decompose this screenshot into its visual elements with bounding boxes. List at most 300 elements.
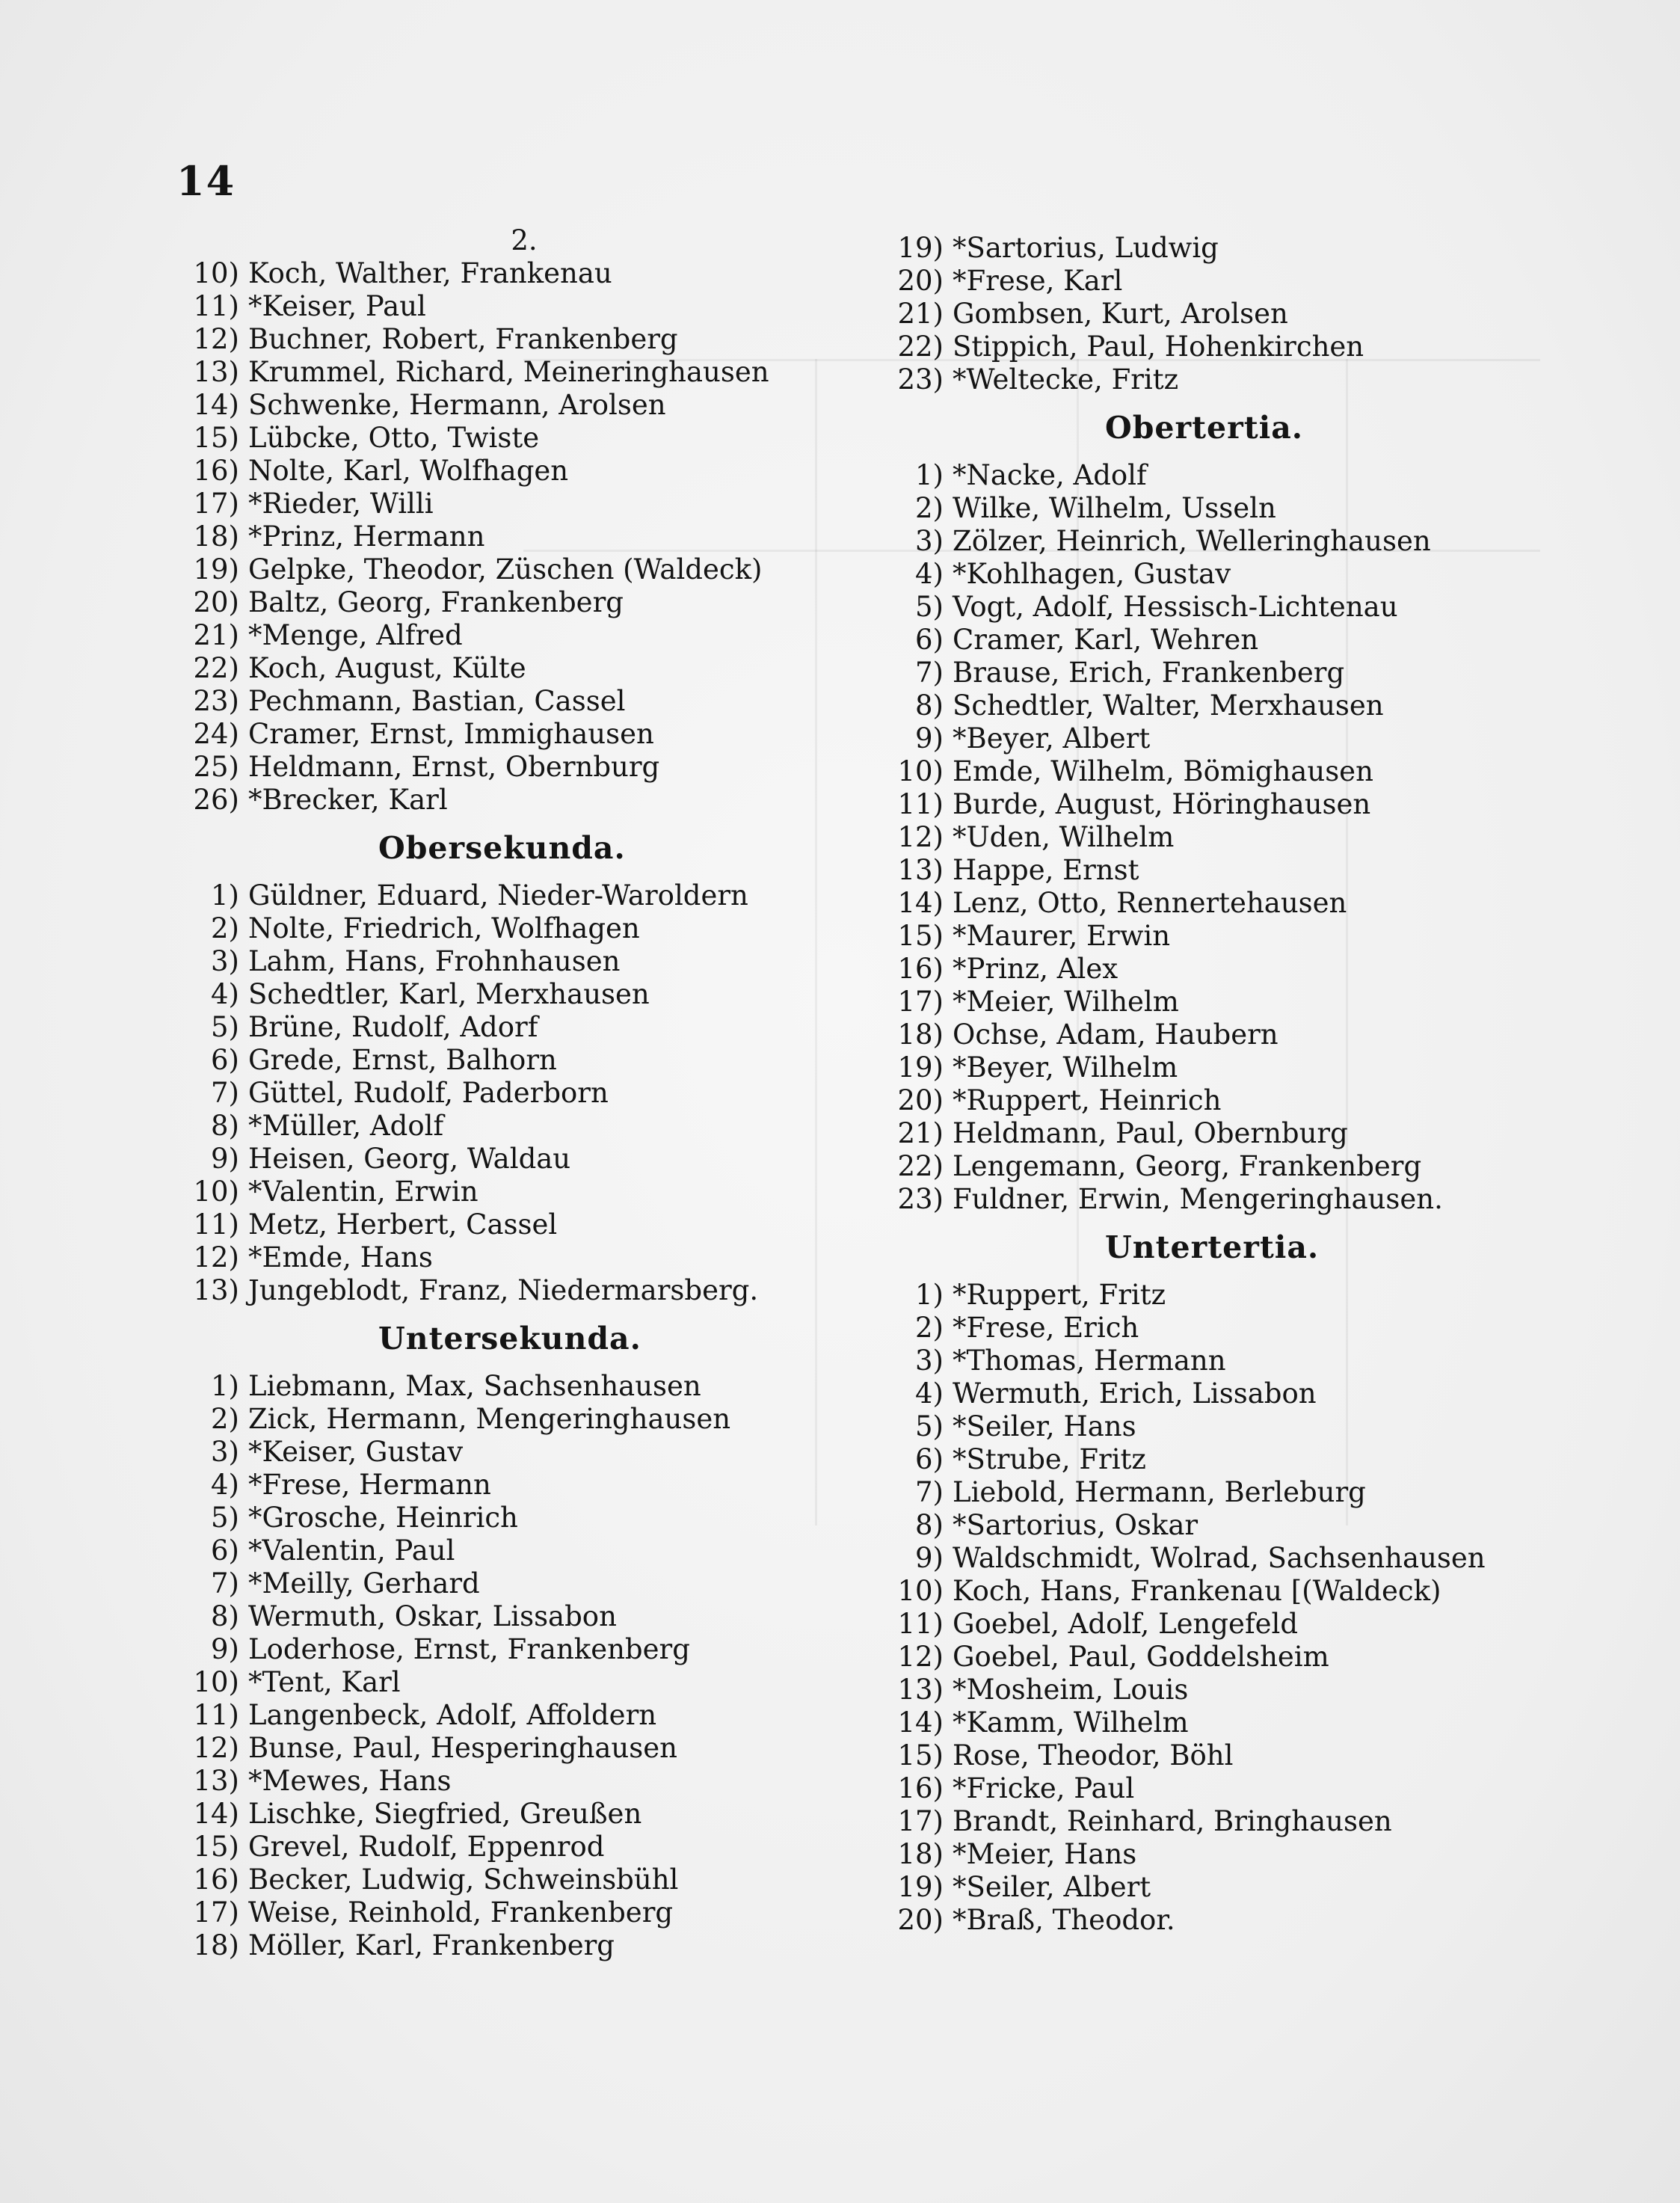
student-entry: *Braß, Theodor.: [953, 1904, 1175, 1936]
list-item: [881, 265, 1524, 298]
list-item: [881, 624, 1524, 657]
list-item: [176, 1831, 872, 1864]
student-entry: *Meilly, Gerhard: [248, 1567, 480, 1600]
student-entry: Becker, Ludwig, Schweinsbühl: [248, 1864, 679, 1896]
item-number: 12): [193, 1241, 239, 1273]
student-entry: Heldmann, Ernst, Obernburg: [248, 751, 660, 783]
item-number: 8): [211, 1600, 239, 1632]
item-number: 24): [193, 718, 239, 750]
item-number: 14): [897, 887, 944, 919]
list-item: [881, 1018, 1524, 1051]
list-item: [881, 232, 1524, 265]
student-entry: *Fricke, Paul: [953, 1772, 1135, 1804]
student-entry: Lübcke, Otto, Twiste: [248, 422, 540, 454]
list-item: [881, 331, 1524, 363]
list-item: [176, 978, 872, 1011]
student-entry: Lenz, Otto, Rennertehausen: [953, 887, 1347, 919]
section-heading-obersekunda: Obersekunda.: [378, 830, 626, 866]
class-list-obertertia: [881, 459, 1524, 1216]
list-item: [881, 689, 1524, 722]
student-entry: Koch, Hans, Frankenau [(Waldeck): [953, 1575, 1441, 1607]
item-number: 3): [915, 525, 944, 557]
list-item: [176, 1765, 872, 1798]
item-number: 18): [897, 1838, 944, 1870]
item-number: 9): [915, 722, 944, 755]
item-number: 9): [915, 1542, 944, 1574]
list-item: [881, 1871, 1524, 1904]
list-item: [881, 1345, 1524, 1377]
student-entry: Koch, August, Külte: [248, 652, 526, 684]
list-item: [881, 1051, 1524, 1084]
list-item: [176, 1929, 872, 1962]
list-item: [881, 1183, 1524, 1216]
student-entry: Gelpke, Theodor, Züschen (Waldeck): [248, 553, 763, 586]
student-entry: *Rieder, Willi: [248, 488, 434, 520]
student-entry: *Menge, Alfred: [248, 619, 463, 651]
list-item: [176, 1077, 872, 1110]
student-entry: *Grosche, Heinrich: [248, 1502, 518, 1534]
item-number: 12): [897, 1641, 944, 1673]
student-entry: *Frese, Erich: [953, 1312, 1139, 1344]
list-item: [881, 1575, 1524, 1608]
student-entry: *Prinz, Hermann: [248, 520, 485, 553]
student-entry: *Ruppert, Heinrich: [953, 1084, 1222, 1116]
item-number: 6): [915, 624, 944, 656]
item-number: 17): [193, 488, 239, 520]
student-entry: Weise, Reinhold, Frankenberg: [248, 1896, 674, 1929]
student-entry: *Prinz, Alex: [953, 953, 1119, 985]
item-number: 5): [211, 1502, 239, 1534]
item-number: 1): [915, 459, 944, 491]
list-item: [881, 525, 1524, 558]
item-number: 11): [897, 788, 944, 820]
list-item: [176, 1208, 872, 1241]
student-entry: Burde, August, Höringhausen: [953, 788, 1371, 820]
item-number: 21): [897, 1117, 944, 1149]
item-number: 1): [915, 1279, 944, 1311]
student-entry: Brandt, Reinhard, Bringhausen: [953, 1805, 1392, 1837]
list-item: [176, 1567, 872, 1600]
item-number: 7): [915, 657, 944, 689]
list-item: [176, 1110, 872, 1143]
student-entry: Wermuth, Oskar, Lissabon: [248, 1600, 617, 1632]
student-entry: *Ruppert, Fritz: [953, 1279, 1166, 1311]
student-entry: Nolte, Friedrich, Wolfhagen: [248, 912, 640, 944]
list-item: [881, 591, 1524, 624]
student-entry: Emde, Wilhelm, Bömighausen: [953, 755, 1373, 787]
student-entry: *Frese, Hermann: [248, 1469, 491, 1501]
item-number: 16): [193, 1864, 239, 1896]
item-number: 18): [193, 1929, 239, 1961]
student-entry: *Strube, Fritz: [953, 1443, 1146, 1475]
student-entry: Goebel, Adolf, Lengefeld: [953, 1608, 1299, 1640]
list-item: [176, 1143, 872, 1176]
student-entry: Heldmann, Paul, Obernburg: [953, 1117, 1348, 1149]
list-item: [176, 1274, 872, 1307]
student-entry: Brause, Erich, Frankenberg: [953, 657, 1345, 689]
item-number: 16): [897, 953, 944, 985]
section-heading-untertertia: Untertertia.: [1105, 1229, 1320, 1265]
list-item: [881, 1084, 1524, 1117]
item-number: 3): [211, 1436, 239, 1468]
item-number: 11): [193, 1699, 239, 1731]
item-number: 2): [915, 492, 944, 524]
student-entry: *Keiser, Gustav: [248, 1436, 464, 1468]
student-entry: *Kohlhagen, Gustav: [953, 558, 1231, 590]
item-number: 6): [915, 1443, 944, 1475]
student-entry: Koch, Walther, Frankenau: [248, 257, 612, 289]
student-entry: Zick, Hermann, Mengeringhausen: [248, 1403, 731, 1435]
student-entry: *Valentin, Paul: [248, 1534, 455, 1567]
list-item: [176, 1436, 872, 1469]
student-entry: Liebold, Hermann, Berleburg: [953, 1476, 1366, 1508]
item-number: 10): [193, 1666, 239, 1698]
item-number: 13): [193, 1765, 239, 1797]
item-number: 4): [211, 978, 239, 1010]
list-item: [176, 751, 872, 784]
item-number: 25): [193, 751, 239, 783]
list-item: [881, 887, 1524, 920]
student-entry: Buchner, Robert, Frankenberg: [248, 323, 678, 355]
student-entry: Güttel, Rudolf, Paderborn: [248, 1077, 609, 1109]
list-item: [881, 722, 1524, 755]
item-number: 23): [897, 1183, 944, 1215]
list-item: [176, 685, 872, 718]
item-number: 10): [897, 755, 944, 787]
list-item: [881, 1542, 1524, 1575]
list-item: [176, 1798, 872, 1831]
item-number: 20): [897, 1084, 944, 1116]
student-entry: Heisen, Georg, Waldau: [248, 1143, 571, 1175]
list-item: [881, 1117, 1524, 1150]
item-number: 22): [897, 331, 944, 363]
list-item: [881, 986, 1524, 1018]
page-number: 14: [176, 157, 236, 205]
student-entry: Vogt, Adolf, Hessisch-Lichtenau: [953, 591, 1398, 623]
student-entry: *Beyer, Albert: [953, 722, 1151, 755]
list-item: [176, 1666, 872, 1699]
student-entry: Lischke, Siegfried, Greußen: [248, 1798, 642, 1830]
left-column: [176, 224, 872, 1962]
list-item: [881, 1443, 1524, 1476]
item-number: 19): [193, 553, 239, 586]
list-item: [881, 788, 1524, 821]
student-entry: Happe, Ernst: [953, 854, 1139, 886]
list-item: [176, 1896, 872, 1929]
list-item: [881, 558, 1524, 591]
student-entry: Waldschmidt, Wolrad, Sachsenhausen: [953, 1542, 1486, 1574]
student-entry: *Meier, Hans: [953, 1838, 1137, 1870]
list-item: [176, 1176, 872, 1208]
list-item: [881, 953, 1524, 986]
student-entry: *Müller, Adolf: [248, 1110, 444, 1142]
list-item: [176, 945, 872, 978]
item-number: 4): [915, 1377, 944, 1410]
student-entry: *Thomas, Hermann: [953, 1345, 1226, 1377]
list-item: [881, 1739, 1524, 1772]
list-item: [176, 1864, 872, 1896]
list-item: [176, 718, 872, 751]
item-number: 13): [193, 1274, 239, 1306]
list-item: [881, 1410, 1524, 1443]
student-entry: *Maurer, Erwin: [953, 920, 1171, 952]
list-item: [881, 1377, 1524, 1410]
item-number: 8): [915, 1509, 944, 1541]
item-number: 15): [897, 1739, 944, 1772]
item-number: 9): [211, 1143, 239, 1175]
class-list-continued-right: [881, 232, 1524, 396]
student-entry: *Uden, Wilhelm: [953, 821, 1175, 853]
item-number: 17): [897, 1805, 944, 1837]
student-entry: Wermuth, Erich, Lissabon: [953, 1377, 1317, 1410]
student-entry: *Seiler, Albert: [953, 1871, 1151, 1903]
list-item: [176, 1044, 872, 1077]
item-number: 17): [897, 986, 944, 1018]
item-number: 22): [193, 652, 239, 684]
list-item: [881, 1150, 1524, 1183]
student-entry: *Mewes, Hans: [248, 1765, 452, 1797]
list-item: [176, 1699, 872, 1732]
student-entry: Metz, Herbert, Cassel: [248, 1208, 558, 1241]
item-number: 7): [915, 1476, 944, 1508]
item-number: 13): [897, 854, 944, 886]
list-item: [881, 1279, 1524, 1312]
list-item: [176, 879, 872, 912]
list-item: [176, 586, 872, 619]
list-item: [881, 920, 1524, 953]
list-item: [176, 356, 872, 389]
student-entry: *Emde, Hans: [248, 1241, 433, 1273]
item-number: 5): [211, 1011, 239, 1043]
list-item: [881, 755, 1524, 788]
item-number: 23): [897, 363, 944, 396]
item-number: 1): [211, 879, 239, 912]
list-item: [176, 1633, 872, 1666]
item-number: 22): [897, 1150, 944, 1182]
student-entry: Schwenke, Hermann, Arolsen: [248, 389, 666, 421]
item-number: 5): [915, 591, 944, 623]
student-entry: Loderhose, Ernst, Frankenberg: [248, 1633, 690, 1665]
item-number: 2): [915, 1312, 944, 1344]
list-item: [176, 422, 872, 455]
student-entry: Cramer, Ernst, Immighausen: [248, 718, 654, 750]
list-item: [881, 1674, 1524, 1706]
student-entry: Cramer, Karl, Wehren: [953, 624, 1259, 656]
item-number: 15): [193, 1831, 239, 1863]
list-item: [176, 784, 872, 817]
item-number: 20): [897, 1904, 944, 1936]
item-number: 16): [897, 1772, 944, 1804]
item-number: 4): [211, 1469, 239, 1501]
list-item: [881, 1706, 1524, 1739]
student-entry: Baltz, Georg, Frankenberg: [248, 586, 624, 618]
student-entry: *Mosheim, Louis: [953, 1674, 1189, 1706]
item-number: 12): [897, 821, 944, 853]
class-list-continued: [176, 257, 872, 817]
class-list-untersekunda: [176, 1370, 872, 1962]
student-entry: *Seiler, Hans: [953, 1410, 1136, 1442]
student-entry: Lahm, Hans, Frohnhausen: [248, 945, 621, 977]
item-number: 26): [193, 784, 239, 816]
student-entry: *Tent, Karl: [248, 1666, 401, 1698]
student-entry: Krummel, Richard, Meineringhausen: [248, 356, 769, 388]
student-entry: *Valentin, Erwin: [248, 1176, 479, 1208]
item-number: 7): [211, 1567, 239, 1600]
item-number: 16): [193, 455, 239, 487]
student-entry: Grede, Ernst, Balhorn: [248, 1044, 557, 1076]
item-number: 20): [897, 265, 944, 297]
list-item: [176, 1600, 872, 1633]
class-list-untertertia: [881, 1279, 1524, 1937]
student-entry: Gombsen, Kurt, Arolsen: [953, 298, 1288, 330]
list-item: [881, 1805, 1524, 1838]
list-item: [881, 1608, 1524, 1641]
student-entry: *Weltecke, Fritz: [953, 363, 1179, 396]
student-entry: Wilke, Wilhelm, Usseln: [953, 492, 1276, 524]
item-number: 21): [897, 298, 944, 330]
student-entry: Stippich, Paul, Hohenkirchen: [953, 331, 1364, 363]
student-entry: *Beyer, Wilhelm: [953, 1051, 1178, 1084]
student-entry: Fuldner, Erwin, Mengeringhausen.: [953, 1183, 1443, 1215]
item-number: 15): [193, 422, 239, 454]
student-entry: *Sartorius, Oskar: [953, 1509, 1199, 1541]
student-entry: Schedtler, Karl, Merxhausen: [248, 978, 650, 1010]
item-number: 19): [897, 1051, 944, 1084]
item-number: 17): [193, 1896, 239, 1929]
item-number: 14): [897, 1706, 944, 1739]
section-heading-untersekunda: Untersekunda.: [378, 1321, 641, 1356]
item-number: 10): [897, 1575, 944, 1607]
item-number: 4): [915, 558, 944, 590]
list-item: [176, 1732, 872, 1765]
list-item: [176, 257, 872, 290]
item-number: 2): [211, 912, 239, 944]
class-list-obersekunda: [176, 879, 872, 1307]
list-item: [176, 619, 872, 652]
student-entry: *Keiser, Paul: [248, 290, 426, 322]
item-number: 19): [897, 1871, 944, 1903]
list-item: [176, 290, 872, 323]
student-entry: Möller, Karl, Frankenberg: [248, 1929, 615, 1961]
item-number: 2): [211, 1403, 239, 1435]
item-number: 14): [193, 389, 239, 421]
list-item: [176, 1534, 872, 1567]
item-number: 1): [211, 1370, 239, 1402]
item-number: 8): [211, 1110, 239, 1142]
item-number: 11): [897, 1608, 944, 1640]
list-item: [176, 912, 872, 945]
list-item: [881, 1772, 1524, 1805]
student-entry: Schedtler, Walter, Merxhausen: [953, 689, 1384, 722]
student-entry: *Frese, Karl: [953, 265, 1123, 297]
section-sub-label: 2.: [511, 224, 538, 256]
student-entry: Langenbeck, Adolf, Affoldern: [248, 1699, 657, 1731]
student-entry: *Nacke, Adolf: [953, 459, 1147, 491]
item-number: 13): [193, 356, 239, 388]
student-entry: Güldner, Eduard, Nieder-Waroldern: [248, 879, 748, 912]
section-heading-obertertia: Obertertia.: [1105, 410, 1304, 446]
list-item: [881, 1641, 1524, 1674]
list-item: [176, 1241, 872, 1274]
list-item: [881, 298, 1524, 331]
student-entry: Rose, Theodor, Böhl: [953, 1739, 1234, 1772]
list-item: [881, 363, 1524, 396]
student-entry: Grevel, Rudolf, Eppenrod: [248, 1831, 605, 1863]
student-entry: Ochse, Adam, Haubern: [953, 1018, 1279, 1051]
student-entry: *Brecker, Karl: [248, 784, 448, 816]
student-entry: *Sartorius, Ludwig: [953, 232, 1219, 264]
item-number: 10): [193, 257, 239, 289]
item-number: 9): [211, 1633, 239, 1665]
student-entry: Lengemann, Georg, Frankenberg: [953, 1150, 1422, 1182]
list-item: [881, 854, 1524, 887]
list-item: [881, 1509, 1524, 1542]
item-number: 5): [915, 1410, 944, 1442]
item-number: 12): [193, 1732, 239, 1764]
list-item: [176, 389, 872, 422]
list-item: [176, 488, 872, 520]
list-item: [176, 1502, 872, 1534]
item-number: 18): [897, 1018, 944, 1051]
item-number: 14): [193, 1798, 239, 1830]
item-number: 12): [193, 323, 239, 355]
item-number: 20): [193, 586, 239, 618]
list-item: [176, 553, 872, 586]
list-item: [881, 1838, 1524, 1871]
student-entry: Zölzer, Heinrich, Welleringhausen: [953, 525, 1431, 557]
item-number: 7): [211, 1077, 239, 1109]
student-entry: Nolte, Karl, Wolfhagen: [248, 455, 569, 487]
item-number: 19): [897, 232, 944, 264]
item-number: 6): [211, 1534, 239, 1567]
list-item: [176, 323, 872, 356]
student-entry: *Kamm, Wilhelm: [953, 1706, 1189, 1739]
item-number: 13): [897, 1674, 944, 1706]
list-item: [881, 821, 1524, 854]
item-number: 8): [915, 689, 944, 722]
student-entry: Jungeblodt, Franz, Niedermarsberg.: [248, 1274, 759, 1306]
item-number: 11): [193, 290, 239, 322]
item-number: 18): [193, 520, 239, 553]
list-item: [176, 520, 872, 553]
student-entry: Brüne, Rudolf, Adorf: [248, 1011, 538, 1043]
item-number: 15): [897, 920, 944, 952]
student-entry: Goebel, Paul, Goddelsheim: [953, 1641, 1329, 1673]
list-item: [176, 1370, 872, 1403]
list-item: [881, 657, 1524, 689]
list-item: [881, 459, 1524, 492]
list-item: [176, 1403, 872, 1436]
list-item: [176, 652, 872, 685]
right-column: [881, 232, 1524, 1937]
list-item: [881, 1312, 1524, 1345]
item-number: 3): [211, 945, 239, 977]
item-number: 11): [193, 1208, 239, 1241]
student-entry: Pechmann, Bastian, Cassel: [248, 685, 626, 717]
item-number: 23): [193, 685, 239, 717]
student-entry: Liebmann, Max, Sachsenhausen: [248, 1370, 701, 1402]
list-item: [881, 1904, 1524, 1937]
item-number: 6): [211, 1044, 239, 1076]
list-item: [176, 1011, 872, 1044]
student-entry: *Meier, Wilhelm: [953, 986, 1179, 1018]
item-number: 21): [193, 619, 239, 651]
list-item: [176, 1469, 872, 1502]
list-item: [881, 492, 1524, 525]
student-entry: Bunse, Paul, Hesperinghausen: [248, 1732, 677, 1764]
item-number: 3): [915, 1345, 944, 1377]
list-item: [881, 1476, 1524, 1509]
